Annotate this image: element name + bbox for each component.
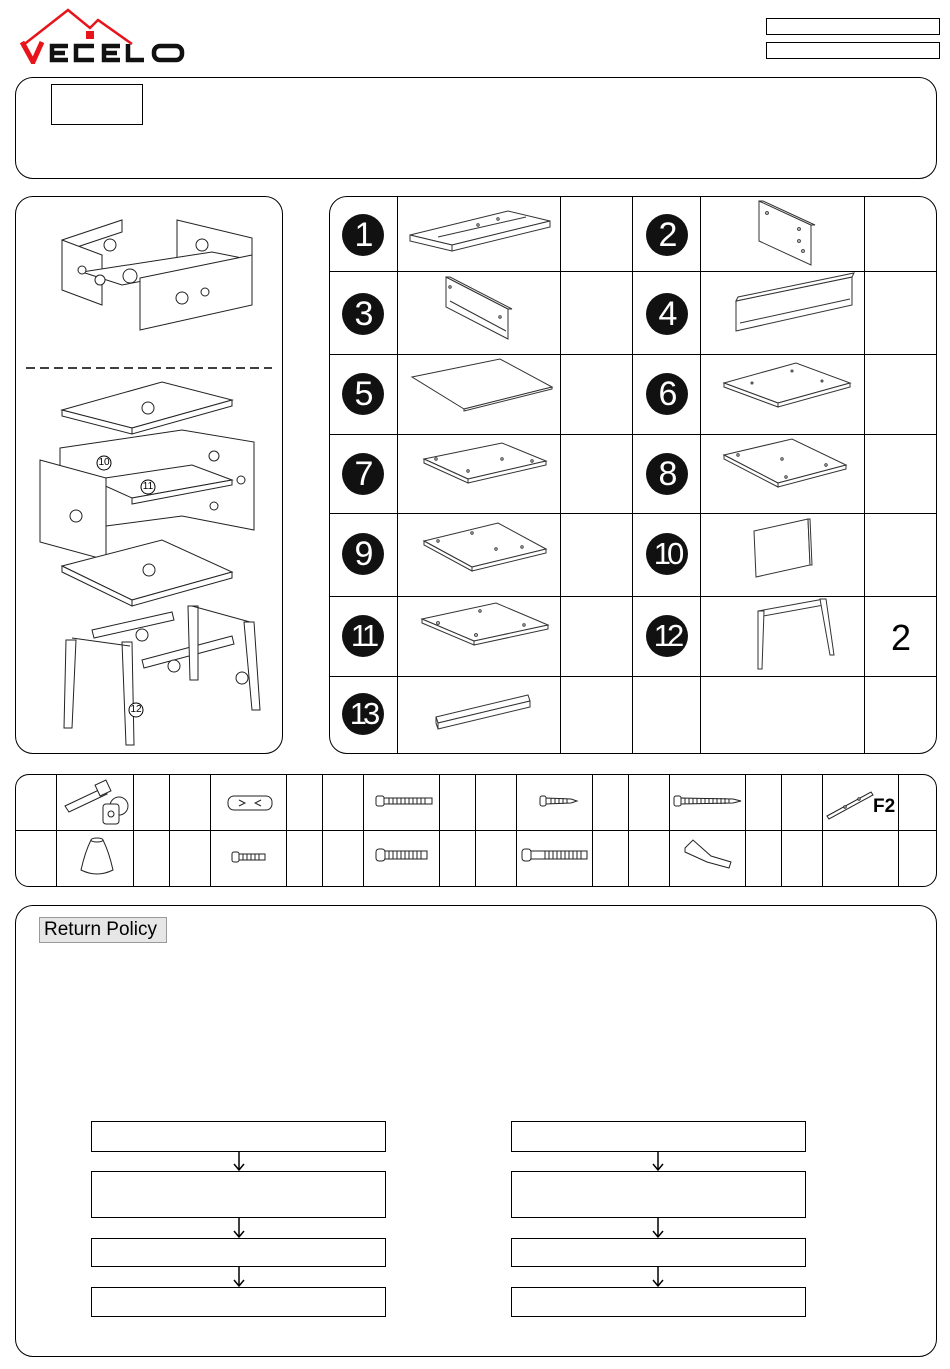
diagram-label-10: 10 (98, 457, 110, 468)
screw-icon (375, 794, 433, 808)
knob-icon (77, 836, 117, 876)
part-2-image (755, 199, 815, 267)
parts-table (330, 197, 937, 754)
brand-logo (20, 6, 190, 64)
part-number-badge: 1 (342, 214, 384, 256)
short-wood-screw-icon (539, 794, 579, 808)
part-number-badge: 12 (646, 615, 688, 657)
machine-screw-icon (231, 850, 267, 862)
hex-bolt-icon (375, 848, 429, 862)
part-6-image (722, 361, 852, 411)
wooden-dowel-icon (227, 794, 273, 812)
flow-left-step-3 (91, 1238, 386, 1267)
part-qty-12: 2 (890, 617, 912, 658)
flow-right-step-3 (511, 1238, 806, 1267)
arrow-down-icon (651, 1152, 665, 1171)
part-10-image (752, 517, 814, 581)
long-wood-screw-icon (673, 794, 743, 808)
part-13-image (434, 693, 532, 735)
allen-key-icon (683, 838, 735, 872)
part-8-image (722, 437, 850, 493)
part-4-image (734, 275, 856, 337)
intro-label-box (51, 84, 143, 125)
part-number-badge: 13 (342, 693, 384, 735)
flow-right-step-4 (511, 1287, 806, 1317)
part-number-badge: 10 (646, 533, 688, 575)
part-9-image (422, 521, 550, 579)
header-field-1 (766, 18, 940, 35)
part-number-badge: 6 (646, 373, 688, 415)
intro-panel (15, 77, 937, 179)
part-number-badge: 9 (342, 533, 384, 575)
diagram-label-12: 12 (130, 704, 142, 715)
return-policy-title: Return Policy (39, 917, 167, 943)
hardware-table (15, 774, 937, 887)
diagram-label-11: 11 (142, 481, 154, 492)
part-number-badge: 4 (646, 293, 688, 335)
flow-left-step-4 (91, 1287, 386, 1317)
bracket-icon (825, 786, 875, 820)
arrow-down-icon (651, 1218, 665, 1238)
part-12-image (754, 597, 834, 671)
flow-right-step-1 (511, 1121, 806, 1152)
part-1-image (408, 205, 553, 263)
arrow-down-icon (232, 1267, 246, 1287)
part-number-badge: 8 (646, 453, 688, 495)
part-number-badge: 2 (646, 214, 688, 256)
exploded-diagram (22, 210, 276, 750)
arrow-down-icon (651, 1267, 665, 1287)
flow-left-step-2 (91, 1171, 386, 1218)
arrow-down-icon (232, 1218, 246, 1238)
flow-right-step-2 (511, 1171, 806, 1218)
part-5-image (410, 357, 555, 415)
part-number-badge: 5 (342, 373, 384, 415)
hardware-label-f2: F2 (873, 796, 896, 817)
long-hex-bolt-icon (521, 848, 589, 862)
header-field-2 (766, 42, 940, 59)
part-number-badge: 11 (342, 615, 384, 657)
cam-bolt-and-lock-icon (63, 778, 129, 828)
part-number-badge: 3 (342, 293, 384, 335)
arrow-down-icon (232, 1152, 246, 1171)
part-3-image (442, 275, 512, 341)
flow-left-step-1 (91, 1121, 386, 1152)
part-11-image (420, 601, 552, 657)
part-7-image (422, 441, 550, 493)
part-number-badge: 7 (342, 453, 384, 495)
